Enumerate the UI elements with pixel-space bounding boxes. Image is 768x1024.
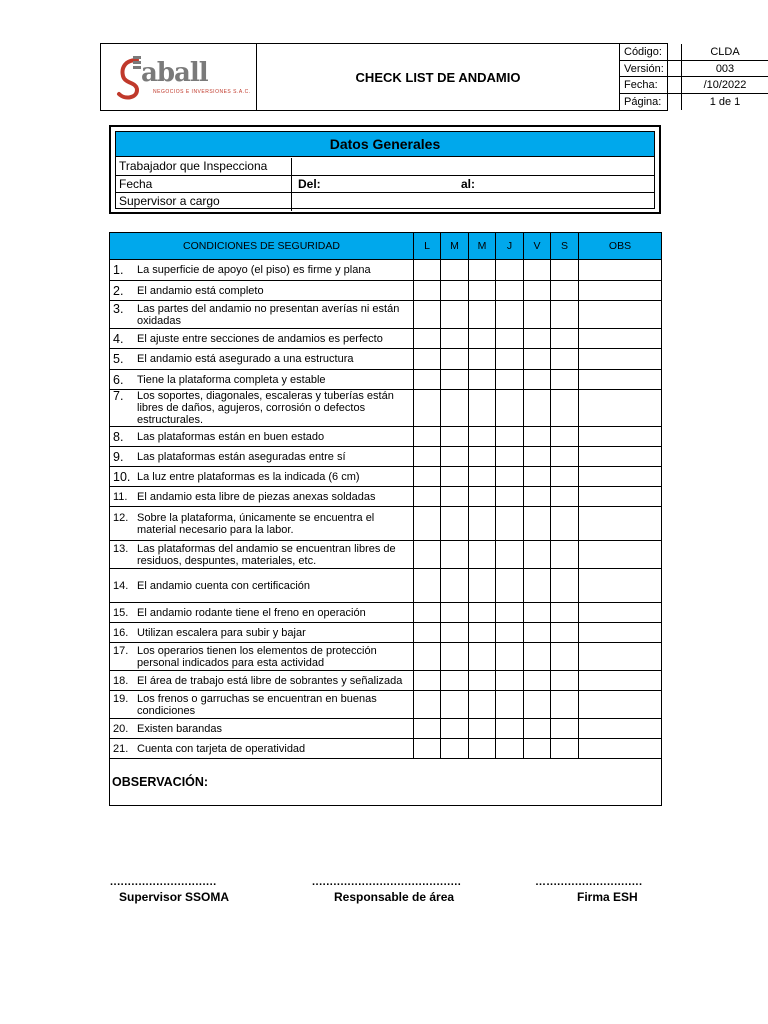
condition-cell <box>110 487 414 507</box>
condition-cell <box>110 447 414 467</box>
check-cell-sabado[interactable] <box>551 719 579 739</box>
condition-cell <box>110 370 414 390</box>
condition-cell <box>110 671 414 691</box>
table-row <box>110 281 662 301</box>
check-cell-viernes[interactable] <box>524 719 551 739</box>
condition-text: La superficie de apoyo (el piso) es firme y plana <box>137 264 371 276</box>
signature-line-supervisor: .............................. <box>110 876 217 888</box>
check-cell-sabado[interactable] <box>551 329 579 349</box>
check-cell-viernes[interactable] <box>524 260 551 281</box>
check-cell-miercoles[interactable] <box>469 623 496 643</box>
meta-key: Versión: <box>620 61 682 77</box>
condition-text: El andamio rodante tiene el freno en operación <box>137 606 366 619</box>
check-cell-jueves[interactable] <box>496 329 524 349</box>
check-cell-miercoles[interactable] <box>469 507 496 541</box>
check-cell-martes[interactable] <box>441 467 469 487</box>
condition-number: 4. <box>113 331 124 346</box>
check-cell-obs[interactable] <box>579 739 662 759</box>
table-row <box>110 467 662 487</box>
check-cell-martes[interactable] <box>441 569 469 603</box>
meta-row-codigo <box>620 44 768 61</box>
label-fecha: Fecha <box>119 176 153 191</box>
condition-cell <box>110 643 414 671</box>
condition-cell <box>110 541 414 569</box>
logo-text: aball <box>141 58 208 88</box>
check-cell-martes[interactable] <box>441 643 469 671</box>
check-cell-martes[interactable] <box>441 427 469 447</box>
check-cell-martes[interactable] <box>441 349 469 370</box>
condition-cell <box>110 301 414 329</box>
check-cell-martes[interactable] <box>441 487 469 507</box>
check-cell-martes[interactable] <box>441 691 469 719</box>
check-cell-obs[interactable] <box>579 370 662 390</box>
table-row <box>110 643 662 671</box>
check-cell-sabado[interactable] <box>551 569 579 603</box>
condition-cell <box>110 349 414 370</box>
check-cell-obs[interactable] <box>579 719 662 739</box>
condition-number: 12. <box>113 511 129 524</box>
check-cell-jueves[interactable] <box>496 719 524 739</box>
condition-cell <box>110 691 414 719</box>
check-cell-martes[interactable] <box>441 281 469 301</box>
meta-value: 003 <box>715 62 735 75</box>
row-supervisor <box>116 193 654 211</box>
check-cell-obs[interactable] <box>579 390 662 427</box>
condition-text: El área de trabajo está libre de sobrantes y señalizada <box>137 674 403 687</box>
check-cell-miercoles[interactable] <box>469 541 496 569</box>
label-del: Del: <box>298 176 321 191</box>
check-cell-martes[interactable] <box>441 370 469 390</box>
check-cell-lunes[interactable] <box>414 541 441 569</box>
checklist-body <box>110 260 662 806</box>
table-row <box>110 507 662 541</box>
condition-cell <box>110 569 414 603</box>
signature-label-supervisor: Supervisor SSOMA <box>119 890 230 904</box>
condition-number: 8. <box>113 429 124 444</box>
check-cell-martes[interactable] <box>441 623 469 643</box>
check-cell-sabado[interactable] <box>551 260 579 281</box>
check-cell-miercoles[interactable] <box>469 349 496 370</box>
meta-key: Código: <box>620 44 682 60</box>
check-cell-martes[interactable] <box>441 603 469 623</box>
condition-number: 14. <box>113 579 129 592</box>
check-cell-sabado[interactable] <box>551 349 579 370</box>
header-obs: OBS <box>579 233 662 260</box>
condition-number: 6. <box>113 372 124 387</box>
condition-cell <box>110 281 414 301</box>
condition-number: 19. <box>113 692 129 705</box>
condition-number: 20. <box>113 722 129 735</box>
check-cell-miercoles[interactable] <box>469 487 496 507</box>
check-cell-lunes[interactable] <box>414 569 441 603</box>
condition-text: Utilizan escalera para subir y bajar <box>137 626 306 639</box>
check-cell-jueves[interactable] <box>496 541 524 569</box>
check-cell-lunes[interactable] <box>414 260 441 281</box>
observacion-label: OBSERVACIÓN: <box>112 775 209 789</box>
check-cell-viernes[interactable] <box>524 623 551 643</box>
check-cell-miercoles[interactable] <box>469 643 496 671</box>
condition-text: El andamio está completo <box>137 284 264 297</box>
check-cell-miercoles[interactable] <box>469 691 496 719</box>
check-cell-obs[interactable] <box>579 643 662 671</box>
check-cell-jueves[interactable] <box>496 507 524 541</box>
condition-cell <box>110 467 414 487</box>
trabajador-field[interactable] <box>292 158 654 175</box>
check-cell-viernes[interactable] <box>524 281 551 301</box>
condition-cell <box>110 603 414 623</box>
check-cell-viernes[interactable] <box>524 541 551 569</box>
meta-row-version <box>620 61 768 78</box>
condition-text: Tiene la plataforma completa y estable <box>137 373 326 386</box>
condition-number: 5. <box>113 352 124 366</box>
check-cell-miercoles[interactable] <box>469 329 496 349</box>
row-fecha <box>116 176 654 194</box>
table-row <box>110 447 662 467</box>
signature-label-responsable: Responsable de área <box>334 890 455 904</box>
check-cell-obs[interactable] <box>579 691 662 719</box>
condition-text: Las plataformas están en buen estado <box>137 430 325 443</box>
check-cell-jueves[interactable] <box>496 301 524 329</box>
check-cell-martes[interactable] <box>441 447 469 467</box>
check-cell-miercoles[interactable] <box>469 370 496 390</box>
condition-number: 10. <box>113 469 131 484</box>
header-lunes: L <box>414 233 441 260</box>
check-cell-sabado[interactable] <box>551 447 579 467</box>
meta-value: /10/2022 <box>703 79 747 91</box>
check-cell-sabado[interactable] <box>551 467 579 487</box>
table-row <box>110 260 662 281</box>
check-cell-viernes[interactable] <box>524 467 551 487</box>
check-cell-viernes[interactable] <box>524 447 551 467</box>
check-cell-viernes[interactable] <box>524 349 551 370</box>
condition-number: 18. <box>113 674 129 687</box>
check-cell-jueves[interactable] <box>496 427 524 447</box>
check-cell-jueves[interactable] <box>496 349 524 370</box>
check-cell-martes[interactable] <box>441 541 469 569</box>
check-cell-lunes[interactable] <box>414 370 441 390</box>
check-cell-sabado[interactable] <box>551 603 579 623</box>
check-cell-obs[interactable] <box>579 467 662 487</box>
condition-text: El andamio está asegurado a una estructura <box>137 353 354 365</box>
condition-number: 3. <box>113 301 124 316</box>
condition-text: Los operarios tienen los elementos de protección personal indicados para esta actividad <box>137 644 377 669</box>
check-cell-jueves[interactable] <box>496 390 524 427</box>
check-cell-jueves[interactable] <box>496 370 524 390</box>
check-cell-sabado[interactable] <box>551 541 579 569</box>
check-cell-lunes[interactable] <box>414 427 441 447</box>
supervisor-field[interactable] <box>292 193 654 210</box>
check-cell-jueves[interactable] <box>496 569 524 603</box>
meta-value: CLDA <box>710 46 740 58</box>
check-cell-miercoles[interactable] <box>469 447 496 467</box>
check-cell-viernes[interactable] <box>524 507 551 541</box>
header-miercoles: M <box>469 233 496 260</box>
check-cell-sabado[interactable] <box>551 691 579 719</box>
table-row <box>110 691 662 719</box>
check-cell-viernes[interactable] <box>524 603 551 623</box>
check-cell-miercoles[interactable] <box>469 260 496 281</box>
datos-generales-box <box>115 131 655 209</box>
check-cell-sabado[interactable] <box>551 301 579 329</box>
condition-cell <box>110 427 414 447</box>
check-cell-sabado[interactable] <box>551 390 579 427</box>
table-header-row <box>110 233 662 260</box>
check-cell-sabado[interactable] <box>551 671 579 691</box>
check-cell-martes[interactable] <box>441 390 469 427</box>
check-cell-lunes[interactable] <box>414 719 441 739</box>
check-cell-jueves[interactable] <box>496 487 524 507</box>
meta-value: 1 de 1 <box>709 95 741 108</box>
table-row <box>110 541 662 569</box>
logo-cell <box>101 44 257 110</box>
check-cell-jueves[interactable] <box>496 260 524 281</box>
observacion-field[interactable] <box>110 759 662 806</box>
check-cell-sabado[interactable] <box>551 281 579 301</box>
condition-text: El andamio cuenta con certificación <box>137 579 311 592</box>
check-cell-viernes[interactable] <box>524 671 551 691</box>
row-trabajador <box>116 158 654 176</box>
check-cell-jueves[interactable] <box>496 739 524 759</box>
condition-cell <box>110 623 414 643</box>
check-cell-obs[interactable] <box>579 487 662 507</box>
check-cell-obs[interactable] <box>579 301 662 329</box>
check-cell-jueves[interactable] <box>496 623 524 643</box>
check-cell-jueves[interactable] <box>496 603 524 623</box>
check-cell-martes[interactable] <box>441 260 469 281</box>
header-martes: M <box>441 233 469 260</box>
check-cell-miercoles[interactable] <box>469 301 496 329</box>
check-cell-sabado[interactable] <box>551 643 579 671</box>
condition-text: Cuenta con tarjeta de operatividad <box>137 742 306 755</box>
check-cell-sabado[interactable] <box>551 623 579 643</box>
check-cell-lunes[interactable] <box>414 467 441 487</box>
document-header <box>100 43 747 111</box>
check-cell-miercoles[interactable] <box>469 427 496 447</box>
check-cell-obs[interactable] <box>579 603 662 623</box>
meta-row-pagina <box>620 94 768 111</box>
check-cell-viernes[interactable] <box>524 739 551 759</box>
condition-text: Las plataformas del andamio se encuentran libres de residuos, despuntes, materiales, etc. <box>137 542 396 567</box>
table-row <box>110 671 662 691</box>
check-cell-jueves[interactable] <box>496 281 524 301</box>
table-row <box>110 603 662 623</box>
check-cell-viernes[interactable] <box>524 329 551 349</box>
signature-label-esh: Firma ESH <box>577 890 638 904</box>
check-cell-viernes[interactable] <box>524 643 551 671</box>
check-cell-obs[interactable] <box>579 427 662 447</box>
fecha-al-field[interactable] <box>478 176 648 193</box>
check-cell-lunes[interactable] <box>414 281 441 301</box>
condition-cell <box>110 260 414 281</box>
table-row <box>110 623 662 643</box>
table-row <box>110 719 662 739</box>
check-cell-sabado[interactable] <box>551 427 579 447</box>
check-cell-obs[interactable] <box>579 349 662 370</box>
check-cell-miercoles[interactable] <box>469 281 496 301</box>
condition-number: 15. <box>113 606 129 619</box>
condition-text: Los soportes, diagonales, escaleras y tuberías están libres de daños, agujeros, corrosión o defectos estructurales. <box>137 390 394 426</box>
condition-text: El andamio esta libre de piezas anexas soldadas <box>137 490 376 503</box>
logo-subtitle: NEGOCIOS E INVERSIONES S.A.C. <box>153 89 251 95</box>
check-cell-jueves[interactable] <box>496 643 524 671</box>
document-title: CHECK LIST DE ANDAMIO <box>257 44 620 110</box>
condition-text: La luz entre plataformas es la indicada (6 cm) <box>137 470 360 483</box>
check-cell-obs[interactable] <box>579 623 662 643</box>
condition-cell <box>110 390 414 427</box>
check-cell-sabado[interactable] <box>551 487 579 507</box>
check-cell-lunes[interactable] <box>414 487 441 507</box>
condition-number: 7. <box>113 389 124 403</box>
table-row <box>110 487 662 507</box>
label-al: al: <box>461 176 476 191</box>
datos-generales-section <box>109 125 661 214</box>
check-cell-lunes[interactable] <box>414 301 441 329</box>
condition-number: 21. <box>113 742 129 755</box>
table-row <box>110 427 662 447</box>
check-cell-jueves[interactable] <box>496 671 524 691</box>
check-cell-lunes[interactable] <box>414 739 441 759</box>
check-cell-lunes[interactable] <box>414 643 441 671</box>
table-row <box>110 329 662 349</box>
header-viernes: V <box>524 233 551 260</box>
check-cell-obs[interactable] <box>579 329 662 349</box>
check-cell-viernes[interactable] <box>524 487 551 507</box>
check-cell-jueves[interactable] <box>496 467 524 487</box>
check-cell-jueves[interactable] <box>496 691 524 719</box>
table-row <box>110 739 662 759</box>
signature-line-responsable: .......................................... <box>312 876 462 888</box>
table-row <box>110 370 662 390</box>
condition-number: 16. <box>113 626 129 639</box>
check-cell-viernes[interactable] <box>524 427 551 447</box>
check-cell-miercoles[interactable] <box>469 719 496 739</box>
check-cell-lunes[interactable] <box>414 623 441 643</box>
header-jueves: J <box>496 233 524 260</box>
check-cell-miercoles[interactable] <box>469 671 496 691</box>
datos-generales-title: Datos Generales <box>116 132 654 157</box>
check-cell-viernes[interactable] <box>524 691 551 719</box>
condition-text: Sobre la plataforma, únicamente se encuentra el material necesario para la labor. <box>137 511 375 536</box>
check-cell-martes[interactable] <box>441 739 469 759</box>
meta-key: Página: <box>620 94 682 111</box>
check-cell-lunes[interactable] <box>414 349 441 370</box>
meta-key: Fecha: <box>620 77 682 93</box>
header-condiciones: CONDICIONES DE SEGURIDAD <box>110 233 414 260</box>
label-supervisor: Supervisor a cargo <box>119 194 220 208</box>
fecha-del-field[interactable] <box>326 176 456 193</box>
check-cell-sabado[interactable] <box>551 739 579 759</box>
check-cell-miercoles[interactable] <box>469 739 496 759</box>
check-cell-lunes[interactable] <box>414 671 441 691</box>
condition-number: 11. <box>113 490 128 503</box>
check-cell-obs[interactable] <box>579 260 662 281</box>
check-cell-lunes[interactable] <box>414 603 441 623</box>
check-cell-miercoles[interactable] <box>469 390 496 427</box>
check-cell-viernes[interactable] <box>524 569 551 603</box>
check-cell-jueves[interactable] <box>496 447 524 467</box>
header-sabado: S <box>551 233 579 260</box>
check-cell-lunes[interactable] <box>414 390 441 427</box>
check-cell-lunes[interactable] <box>414 447 441 467</box>
check-cell-martes[interactable] <box>441 301 469 329</box>
check-cell-martes[interactable] <box>441 507 469 541</box>
check-cell-viernes[interactable] <box>524 301 551 329</box>
check-cell-obs[interactable] <box>579 671 662 691</box>
table-row <box>110 349 662 370</box>
signature-line-esh: …........................... <box>535 876 643 888</box>
condition-text: Las plataformas están aseguradas entre sí <box>137 450 346 463</box>
table-row <box>110 569 662 603</box>
condition-text: Los frenos o garruchas se encuentran en buenas condiciones <box>137 692 377 717</box>
condition-cell <box>110 739 414 759</box>
condition-text: El ajuste entre secciones de andamios es perfecto <box>137 332 383 345</box>
check-cell-martes[interactable] <box>441 671 469 691</box>
label-trabajador: Trabajador que Inspecciona <box>119 159 268 173</box>
condition-number: 9. <box>113 449 124 464</box>
condition-number: 2. <box>113 283 124 298</box>
condition-number: 17. <box>113 644 129 657</box>
check-cell-sabado[interactable] <box>551 507 579 541</box>
check-cell-obs[interactable] <box>579 541 662 569</box>
condition-cell <box>110 329 414 349</box>
condition-cell <box>110 507 414 541</box>
check-cell-obs[interactable] <box>579 569 662 603</box>
check-cell-martes[interactable] <box>441 719 469 739</box>
check-cell-sabado[interactable] <box>551 370 579 390</box>
observacion-row <box>110 759 662 806</box>
check-cell-obs[interactable] <box>579 281 662 301</box>
check-cell-obs[interactable] <box>579 507 662 541</box>
check-cell-viernes[interactable] <box>524 390 551 427</box>
condition-number: 1. <box>113 263 124 277</box>
condition-text: Existen barandas <box>137 722 222 735</box>
table-row <box>110 390 662 427</box>
meta-row-fecha <box>620 77 768 94</box>
condition-cell <box>110 719 414 739</box>
check-cell-lunes[interactable] <box>414 691 441 719</box>
check-cell-obs[interactable] <box>579 447 662 467</box>
condition-number: 13. <box>113 542 129 555</box>
check-cell-miercoles[interactable] <box>469 569 496 603</box>
condition-text: Las partes del andamio no presentan averías ni están oxidadas <box>137 302 400 327</box>
check-cell-viernes[interactable] <box>524 370 551 390</box>
check-cell-martes[interactable] <box>441 329 469 349</box>
table-row <box>110 301 662 329</box>
check-cell-lunes[interactable] <box>414 329 441 349</box>
check-cell-miercoles[interactable] <box>469 603 496 623</box>
check-cell-lunes[interactable] <box>414 507 441 541</box>
checklist-table <box>109 232 662 806</box>
check-cell-miercoles[interactable] <box>469 467 496 487</box>
